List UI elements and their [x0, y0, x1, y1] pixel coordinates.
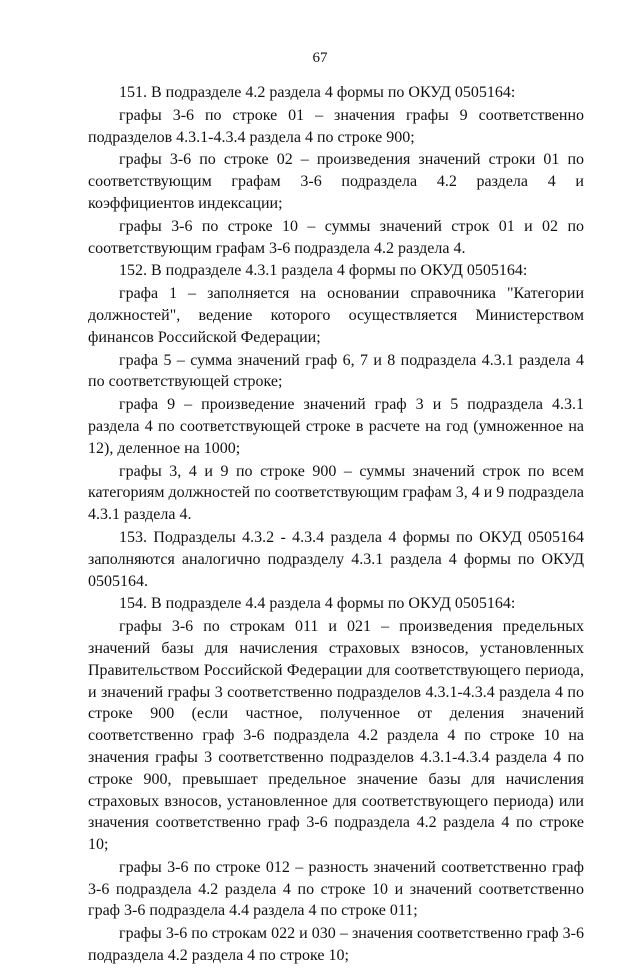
item-152-column-9: графа 9 – произведение значений граф 3 и 5 подраздела 4.3.1 раздела 4 по соответствующей строке в расчете на год (умноженное на 12), деленное на 1000;: [88, 396, 584, 457]
item-151-row-01: графы 3-6 по строке 01 – значения графы 9 соответственно подразделов 4.3.1-4.3.4 раздела 4 по строке 900;: [88, 106, 584, 146]
item-151-row-10: графы 3-6 по строке 10 – суммы значений строк 01 и 02 по соответствующим графам 3-6 подраздела 4.2 раздела 4.: [88, 217, 584, 257]
item-151-row-02: графы 3-6 по строке 02 – произведения значений строки 01 по соответствующим графам 3-6 подраздела 4.2 раздела 4 и коэффициентов индексации;: [88, 151, 584, 212]
item-151-heading: 151. В подразделе 4.2 раздела 4 формы по ОКУД 0505164:: [119, 84, 516, 101]
page-number: 67: [312, 50, 328, 66]
item-152-column-5: графа 5 – сумма значений граф 6, 7 и 8 подраздела 4.3.1 раздела 4 по соответствующей строке;: [88, 351, 584, 391]
item-154-rows-011-021: графы 3-6 по строкам 011 и 021 – произведения предельных значений базы для начисления страховых взносов, установленных Правительством Российской Федерации для соответствующего периода, и значений графы 3 соответственно подразделов 4.3.1-4.3.4 раздела 4 по строке 900 (если частное, полученное от деления значений соответственно граф 3-6 подраздела 4.2 раздела 4 по строке 10 на значения графы 3 соответственно подразделов 4.3.1-4.3.4 раздела 4 по строке 900, превышает предельное значение базы для начисления страховых взносов, установленное для соответствующего периода) или значения соответственно граф 3-6 подраздела 4.2 раздела 4 по строке 10;: [88, 618, 584, 854]
item-154-heading: 154. В подразделе 4.4 раздела 4 формы по ОКУД 0505164:: [119, 595, 516, 613]
document-body: [88, 82, 584, 968]
item-152-column-1: графа 1 – заполняется на основании справочника "Категории должностей", ведение которого осуществляется Министерством финансов Российской Федерации;: [88, 285, 584, 346]
item-152-row-900: графы 3, 4 и 9 по строке 900 – суммы значений строк по всем категориям должностей по соответствующим графам 3, 4 и 9 подраздела 4.3.1 раздела 4.: [88, 462, 584, 524]
item-153: 153. Подразделы 4.3.2 - 4.3.4 раздела 4 формы по ОКУД 0505164 заполняются аналогично подразделу 4.3.1 раздела 4 формы по ОКУД 0505164.: [88, 528, 584, 590]
item-152-heading: 152. В подразделе 4.3.1 раздела 4 формы по ОКУД 0505164:: [119, 262, 528, 280]
item-154-rows-022-030: графы 3-6 по строкам 022 и 030 – значения соответственно граф 3-6 подраздела 4.2 раздела 4 по строке 10;: [88, 925, 584, 965]
item-154-row-012: графы 3-6 по строке 012 – разность значений соответственно граф 3-6 подраздела 4.2 раздела 4 по строке 10 и значений соответственно граф 3-6 подраздела 4.4 раздела 4 по строке 011;: [88, 858, 584, 920]
